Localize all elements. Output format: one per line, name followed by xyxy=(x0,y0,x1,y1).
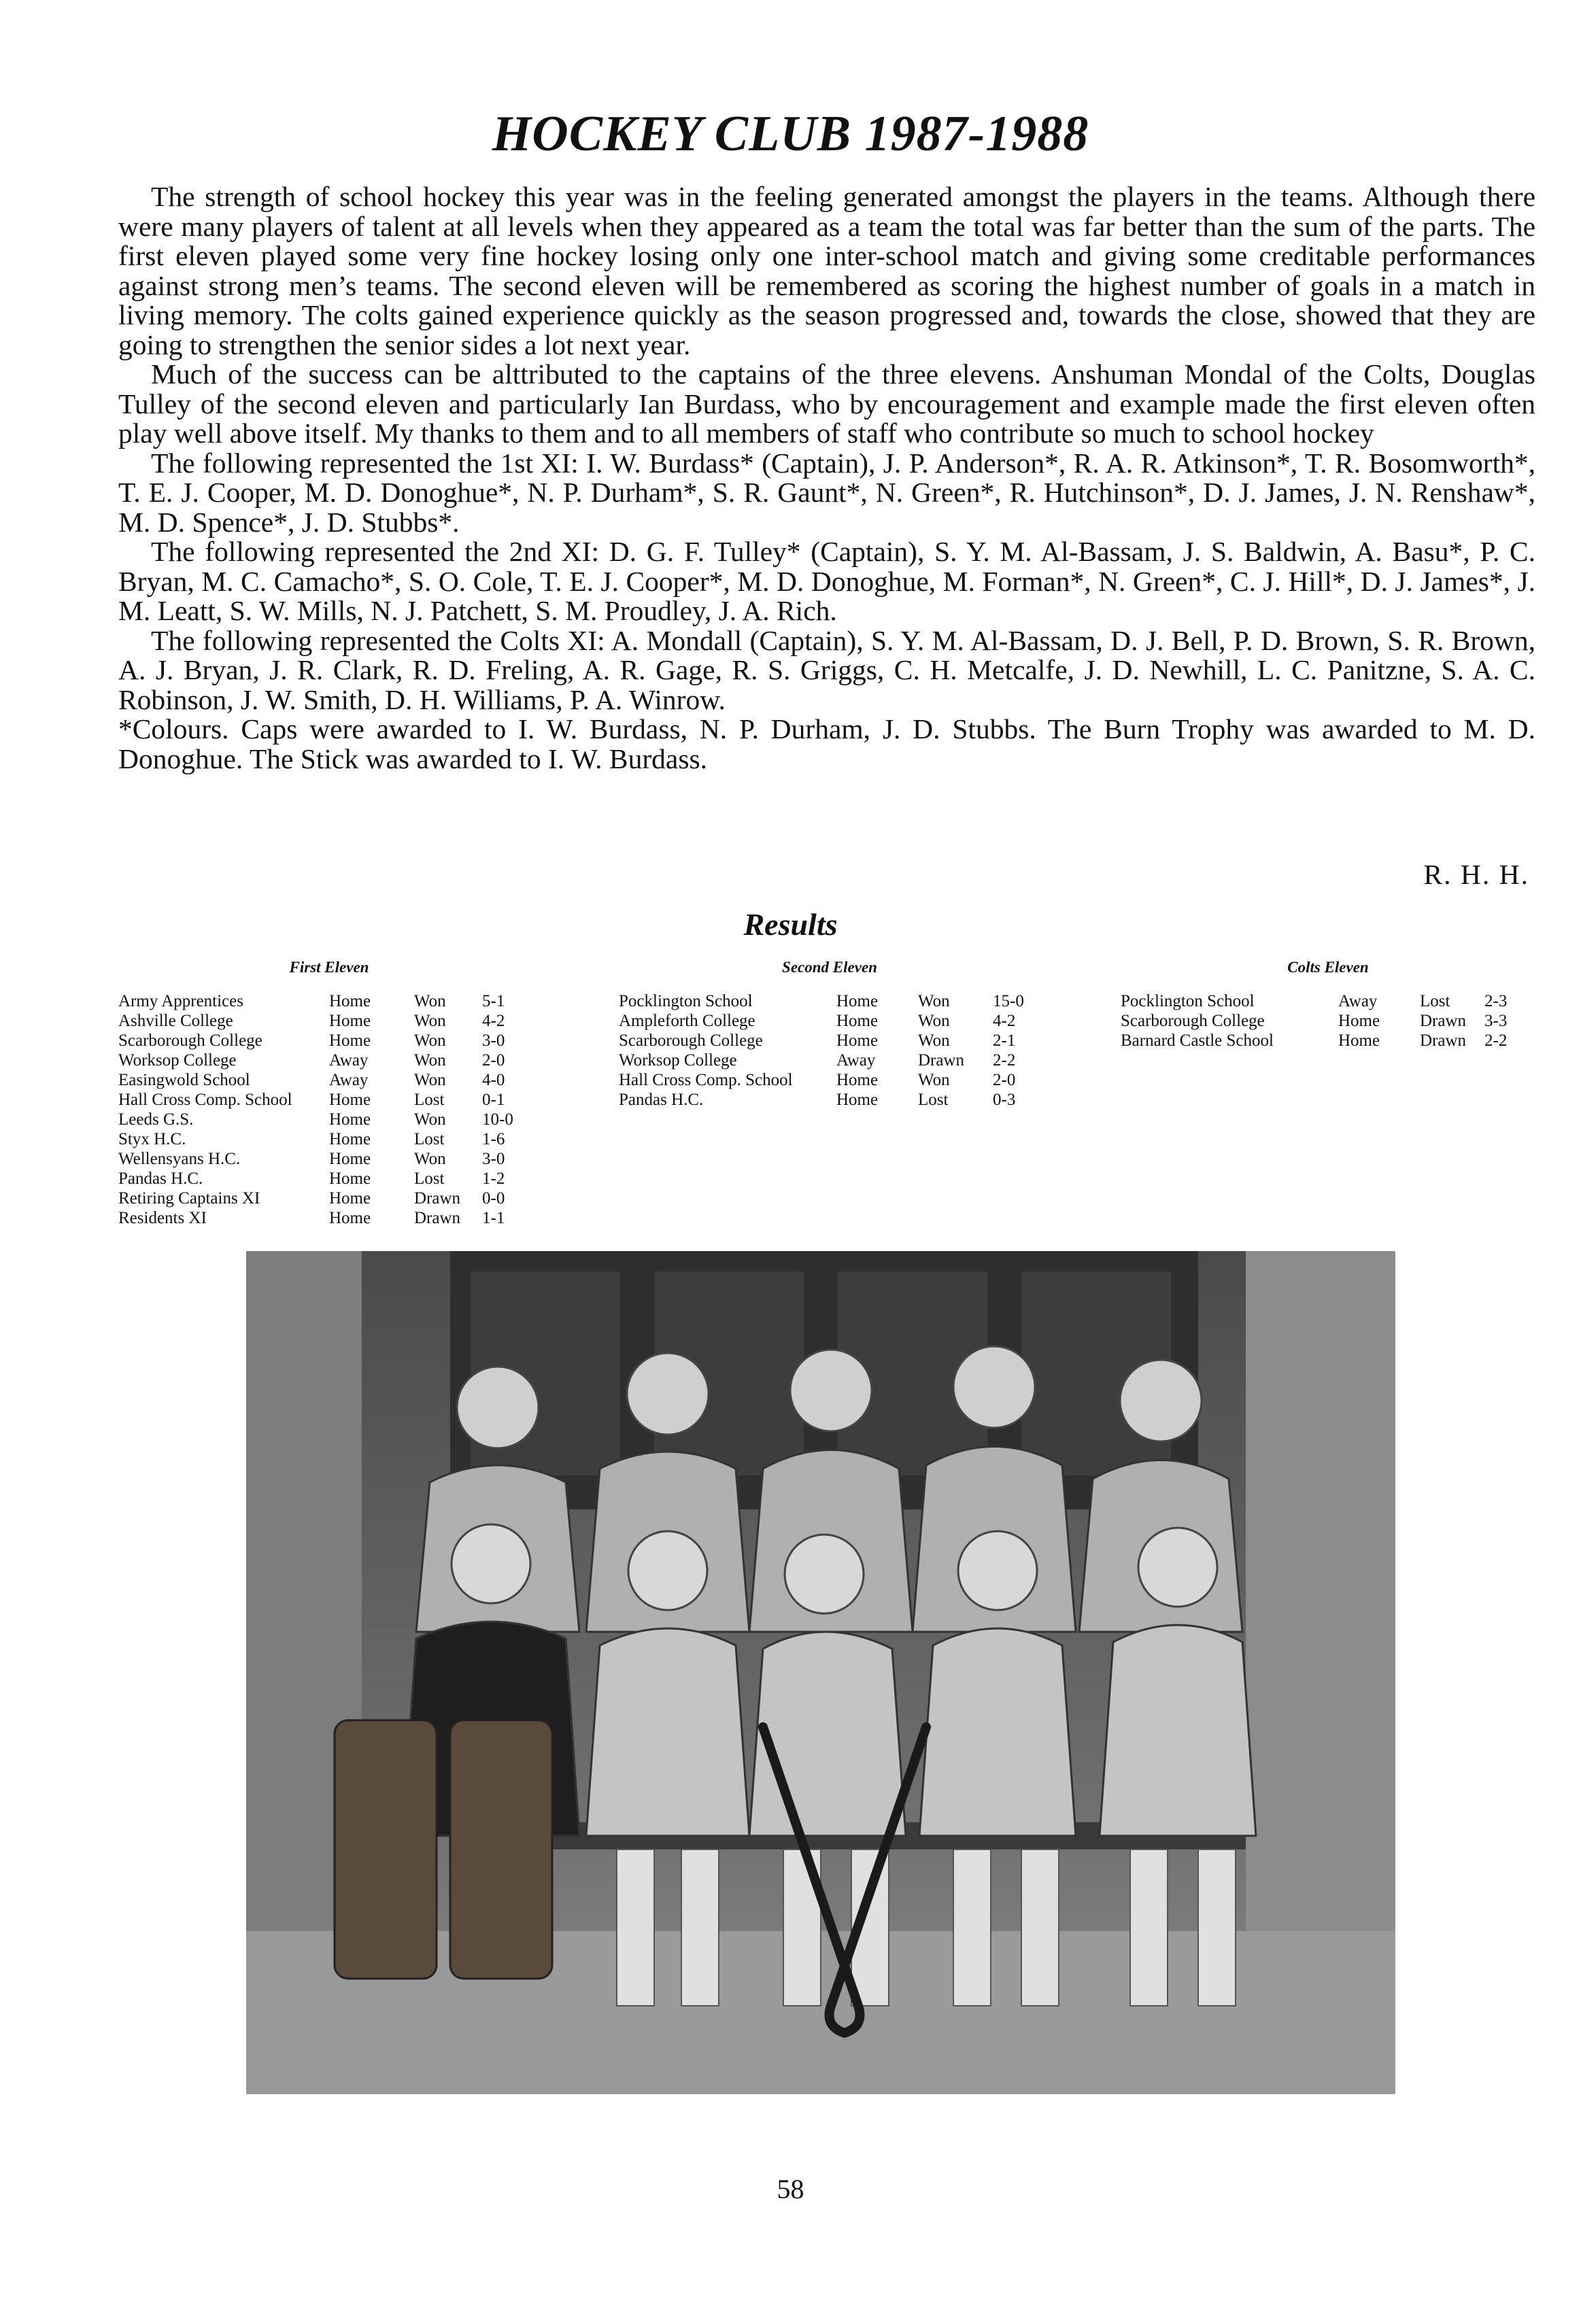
result-result: Won xyxy=(918,992,950,1010)
page-number: 58 xyxy=(777,2174,804,2204)
results-table xyxy=(118,991,513,1228)
result-venue: Away xyxy=(329,1051,369,1070)
result-venue: Home xyxy=(329,1091,371,1109)
result-score: 2-1 xyxy=(993,1031,1016,1050)
result-result: Lost xyxy=(414,1130,445,1148)
results-table-heading: Second Eleven xyxy=(782,959,877,976)
result-result: Won xyxy=(414,1031,446,1050)
result-venue: Home xyxy=(329,1130,371,1148)
result-venue: Away xyxy=(836,1051,876,1070)
result-venue: Home xyxy=(329,1169,371,1188)
author-signature: R. H. H. xyxy=(1423,859,1529,890)
results-table-heading: First Eleven xyxy=(289,959,369,976)
result-score: 1-2 xyxy=(482,1169,505,1188)
result-opponent: Pandas H.C. xyxy=(118,1169,203,1188)
result-venue: Home xyxy=(836,1071,879,1089)
table-row xyxy=(118,1090,513,1110)
result-score: 2-2 xyxy=(993,1051,1016,1070)
result-result: Lost xyxy=(414,1169,445,1188)
page-title: HOCKEY CLUB 1987-1988 xyxy=(492,106,1089,162)
result-result: Drawn xyxy=(918,1051,965,1070)
result-score: 3-0 xyxy=(482,1031,505,1050)
result-score: 2-2 xyxy=(1484,1031,1508,1050)
result-opponent: Scarborough College xyxy=(1121,1012,1265,1030)
result-opponent: Barnard Castle School xyxy=(1121,1031,1274,1050)
table-row xyxy=(1121,991,1507,1011)
result-opponent: Ampleforth College xyxy=(619,1012,755,1030)
second-eleven-results xyxy=(619,959,1040,1110)
results-heading: Results xyxy=(743,907,838,942)
result-opponent: Hall Cross Comp. School xyxy=(619,1071,793,1089)
result-result: Won xyxy=(918,1031,950,1050)
table-row xyxy=(619,1090,1024,1110)
article-body xyxy=(118,182,1535,774)
result-result: Won xyxy=(414,1110,446,1129)
result-venue: Home xyxy=(329,1209,371,1227)
table-row xyxy=(619,1050,1024,1070)
paragraph: The following represented the Colts XI: A. Mondall (Captain), S. Y. M. Al-Bassam, D. J. Bell, P. D. Brown, S. R. Brown, A. J. Bryan, J. R. Clark, R. D. Freling, A. R. Gage, R. S. Griggs, C. H. Metcalfe, J. D. Newhill, L. C. Panitzne, S. A. C. Robinson, J. W. Smith, D. H. Williams, P. A. Winrow. xyxy=(118,624,1535,715)
result-venue: Home xyxy=(329,1189,371,1208)
table-row xyxy=(1121,1011,1507,1031)
table-row xyxy=(619,1070,1024,1090)
result-result: Won xyxy=(414,992,446,1010)
result-venue: Home xyxy=(329,1031,371,1050)
result-venue: Home xyxy=(836,1091,879,1109)
result-opponent: Worksop College xyxy=(118,1051,237,1070)
result-opponent: Retiring Captains XI xyxy=(118,1189,260,1208)
result-opponent: Easingwold School xyxy=(118,1071,250,1089)
result-score: 3-3 xyxy=(1484,1012,1508,1030)
result-opponent: Wellensyans H.C. xyxy=(118,1150,241,1168)
result-venue: Home xyxy=(329,1012,371,1030)
result-opponent: Scarborough College xyxy=(619,1031,763,1050)
result-opponent: Residents XI xyxy=(118,1209,207,1227)
result-result: Won xyxy=(918,1071,950,1089)
table-row xyxy=(118,1070,513,1090)
result-opponent: Pocklington School xyxy=(619,992,753,1010)
result-venue: Home xyxy=(836,1031,879,1050)
table-row xyxy=(1121,1031,1507,1050)
result-result: Drawn xyxy=(1420,1031,1467,1050)
results-table xyxy=(619,991,1024,1110)
result-result: Drawn xyxy=(414,1189,461,1208)
table-row xyxy=(118,1149,513,1169)
result-score: 0-1 xyxy=(482,1091,505,1109)
table-row xyxy=(118,1031,513,1050)
team-photograph xyxy=(246,1251,1395,2094)
result-result: Lost xyxy=(918,1091,949,1109)
result-score: 4-2 xyxy=(993,1012,1016,1030)
result-opponent: Scarborough College xyxy=(118,1031,262,1050)
paragraph: The following represented the 2nd XI: D. G. F. Tulley* (Captain), S. Y. M. Al-Bassam, J. S. Baldwin, A. Basu*, P. C. Bryan, M. C. Camacho*, S. O. Cole, T. E. J. Cooper*, M. D. Donoghue, M. Forman*, N. Green*, C. J. Hill*, D. J. James*, J. M. Leatt, S. W. Mills, N. J. Patchett, S. M. Proudley, J. A. Rich. xyxy=(118,536,1535,626)
paragraph: Much of the success can be alttributed to the captains of the three elevens. Anshuman Mondal of the Colts, Douglas Tulley of the second eleven and particularly Ian Burdass, who by encouragement and example made the first eleven often play well above itself. My thanks to them and to all members of staff who contribute so much to school hockey xyxy=(118,358,1535,449)
table-row xyxy=(118,1189,513,1208)
result-venue: Home xyxy=(1338,1031,1380,1050)
result-score: 2-0 xyxy=(482,1051,505,1070)
result-opponent: Hall Cross Comp. School xyxy=(118,1091,292,1109)
result-score: 15-0 xyxy=(993,992,1024,1010)
result-result: Lost xyxy=(1420,992,1450,1010)
result-venue: Home xyxy=(329,1150,371,1168)
table-row xyxy=(118,991,513,1011)
result-opponent: Pocklington School xyxy=(1121,992,1255,1010)
result-score: 5-1 xyxy=(482,992,505,1010)
paragraph: *Colours. Caps were awarded to I. W. Burdass, N. P. Durham, J. D. Stubbs. The Burn Trophy was awarded to M. D. Donoghue. The Stick was awarded to I. W. Burdass. xyxy=(118,713,1535,774)
result-result: Won xyxy=(414,1071,446,1089)
table-row xyxy=(118,1110,513,1129)
result-score: 0-3 xyxy=(993,1091,1016,1109)
table-row xyxy=(619,1011,1024,1031)
results-table-heading: Colts Eleven xyxy=(1287,959,1369,976)
result-opponent: Ashville College xyxy=(118,1012,233,1030)
result-venue: Away xyxy=(329,1071,369,1089)
table-row xyxy=(619,1031,1024,1050)
result-opponent: Leeds G.S. xyxy=(118,1110,194,1129)
table-row xyxy=(118,1011,513,1031)
result-opponent: Worksop College xyxy=(619,1051,737,1070)
result-score: 2-0 xyxy=(993,1071,1016,1089)
table-row xyxy=(619,991,1024,1011)
result-score: 0-0 xyxy=(482,1189,505,1208)
result-score: 1-1 xyxy=(482,1209,505,1227)
table-row xyxy=(118,1169,513,1189)
result-venue: Away xyxy=(1338,992,1378,1010)
result-result: Won xyxy=(414,1150,446,1168)
paragraph: The strength of school hockey this year was in the feeling generated amongst the players in the teams. Although there were many players of talent at all levels when they appeared as a team the total was far better than the sum of the parts. The first eleven played some very fine hockey losing only one inter-school match and giving some creditable performances against strong men’s teams. The second eleven will be remembered as scoring the highest number of goals in a match in living memory. The colts gained experience quickly as the season progressed and, towards the close, showed that they are going to strengthen the senior sides a lot next year. xyxy=(118,181,1535,360)
result-venue: Home xyxy=(1338,1012,1380,1030)
result-venue: Home xyxy=(329,1110,371,1129)
table-row xyxy=(118,1129,513,1149)
result-result: Drawn xyxy=(414,1209,461,1227)
result-score: 4-0 xyxy=(482,1071,505,1089)
result-opponent: Styx H.C. xyxy=(118,1130,186,1148)
result-result: Lost xyxy=(414,1091,445,1109)
result-score: 4-2 xyxy=(482,1012,505,1030)
result-venue: Home xyxy=(836,992,879,1010)
colts-eleven-results xyxy=(1121,959,1535,1050)
table-row xyxy=(118,1208,513,1228)
results-table xyxy=(1121,991,1507,1050)
result-score: 1-6 xyxy=(482,1130,505,1148)
result-opponent: Pandas H.C. xyxy=(619,1091,704,1109)
result-result: Drawn xyxy=(1420,1012,1467,1030)
result-score: 3-0 xyxy=(482,1150,505,1168)
result-score: 10-0 xyxy=(482,1110,513,1129)
first-eleven-results xyxy=(118,959,540,1228)
table-row xyxy=(118,1050,513,1070)
result-score: 2-3 xyxy=(1484,992,1508,1010)
result-opponent: Army Apprentices xyxy=(118,992,243,1010)
result-venue: Home xyxy=(329,992,371,1010)
result-result: Won xyxy=(414,1012,446,1030)
result-venue: Home xyxy=(836,1012,879,1030)
result-result: Won xyxy=(918,1012,950,1030)
paragraph: The following represented the 1st XI: I. W. Burdass* (Captain), J. P. Anderson*, R. A. R. Atkinson*, T. R. Bosomworth*, T. E. J. Cooper, M. D. Donoghue*, N. P. Durham*, S. R. Gaunt*, N. Green*, R. Hutchinson*, D. J. James, J. N. Renshaw*, M. D. Spence*, J. D. Stubbs*. xyxy=(118,447,1535,538)
result-result: Won xyxy=(414,1051,446,1070)
